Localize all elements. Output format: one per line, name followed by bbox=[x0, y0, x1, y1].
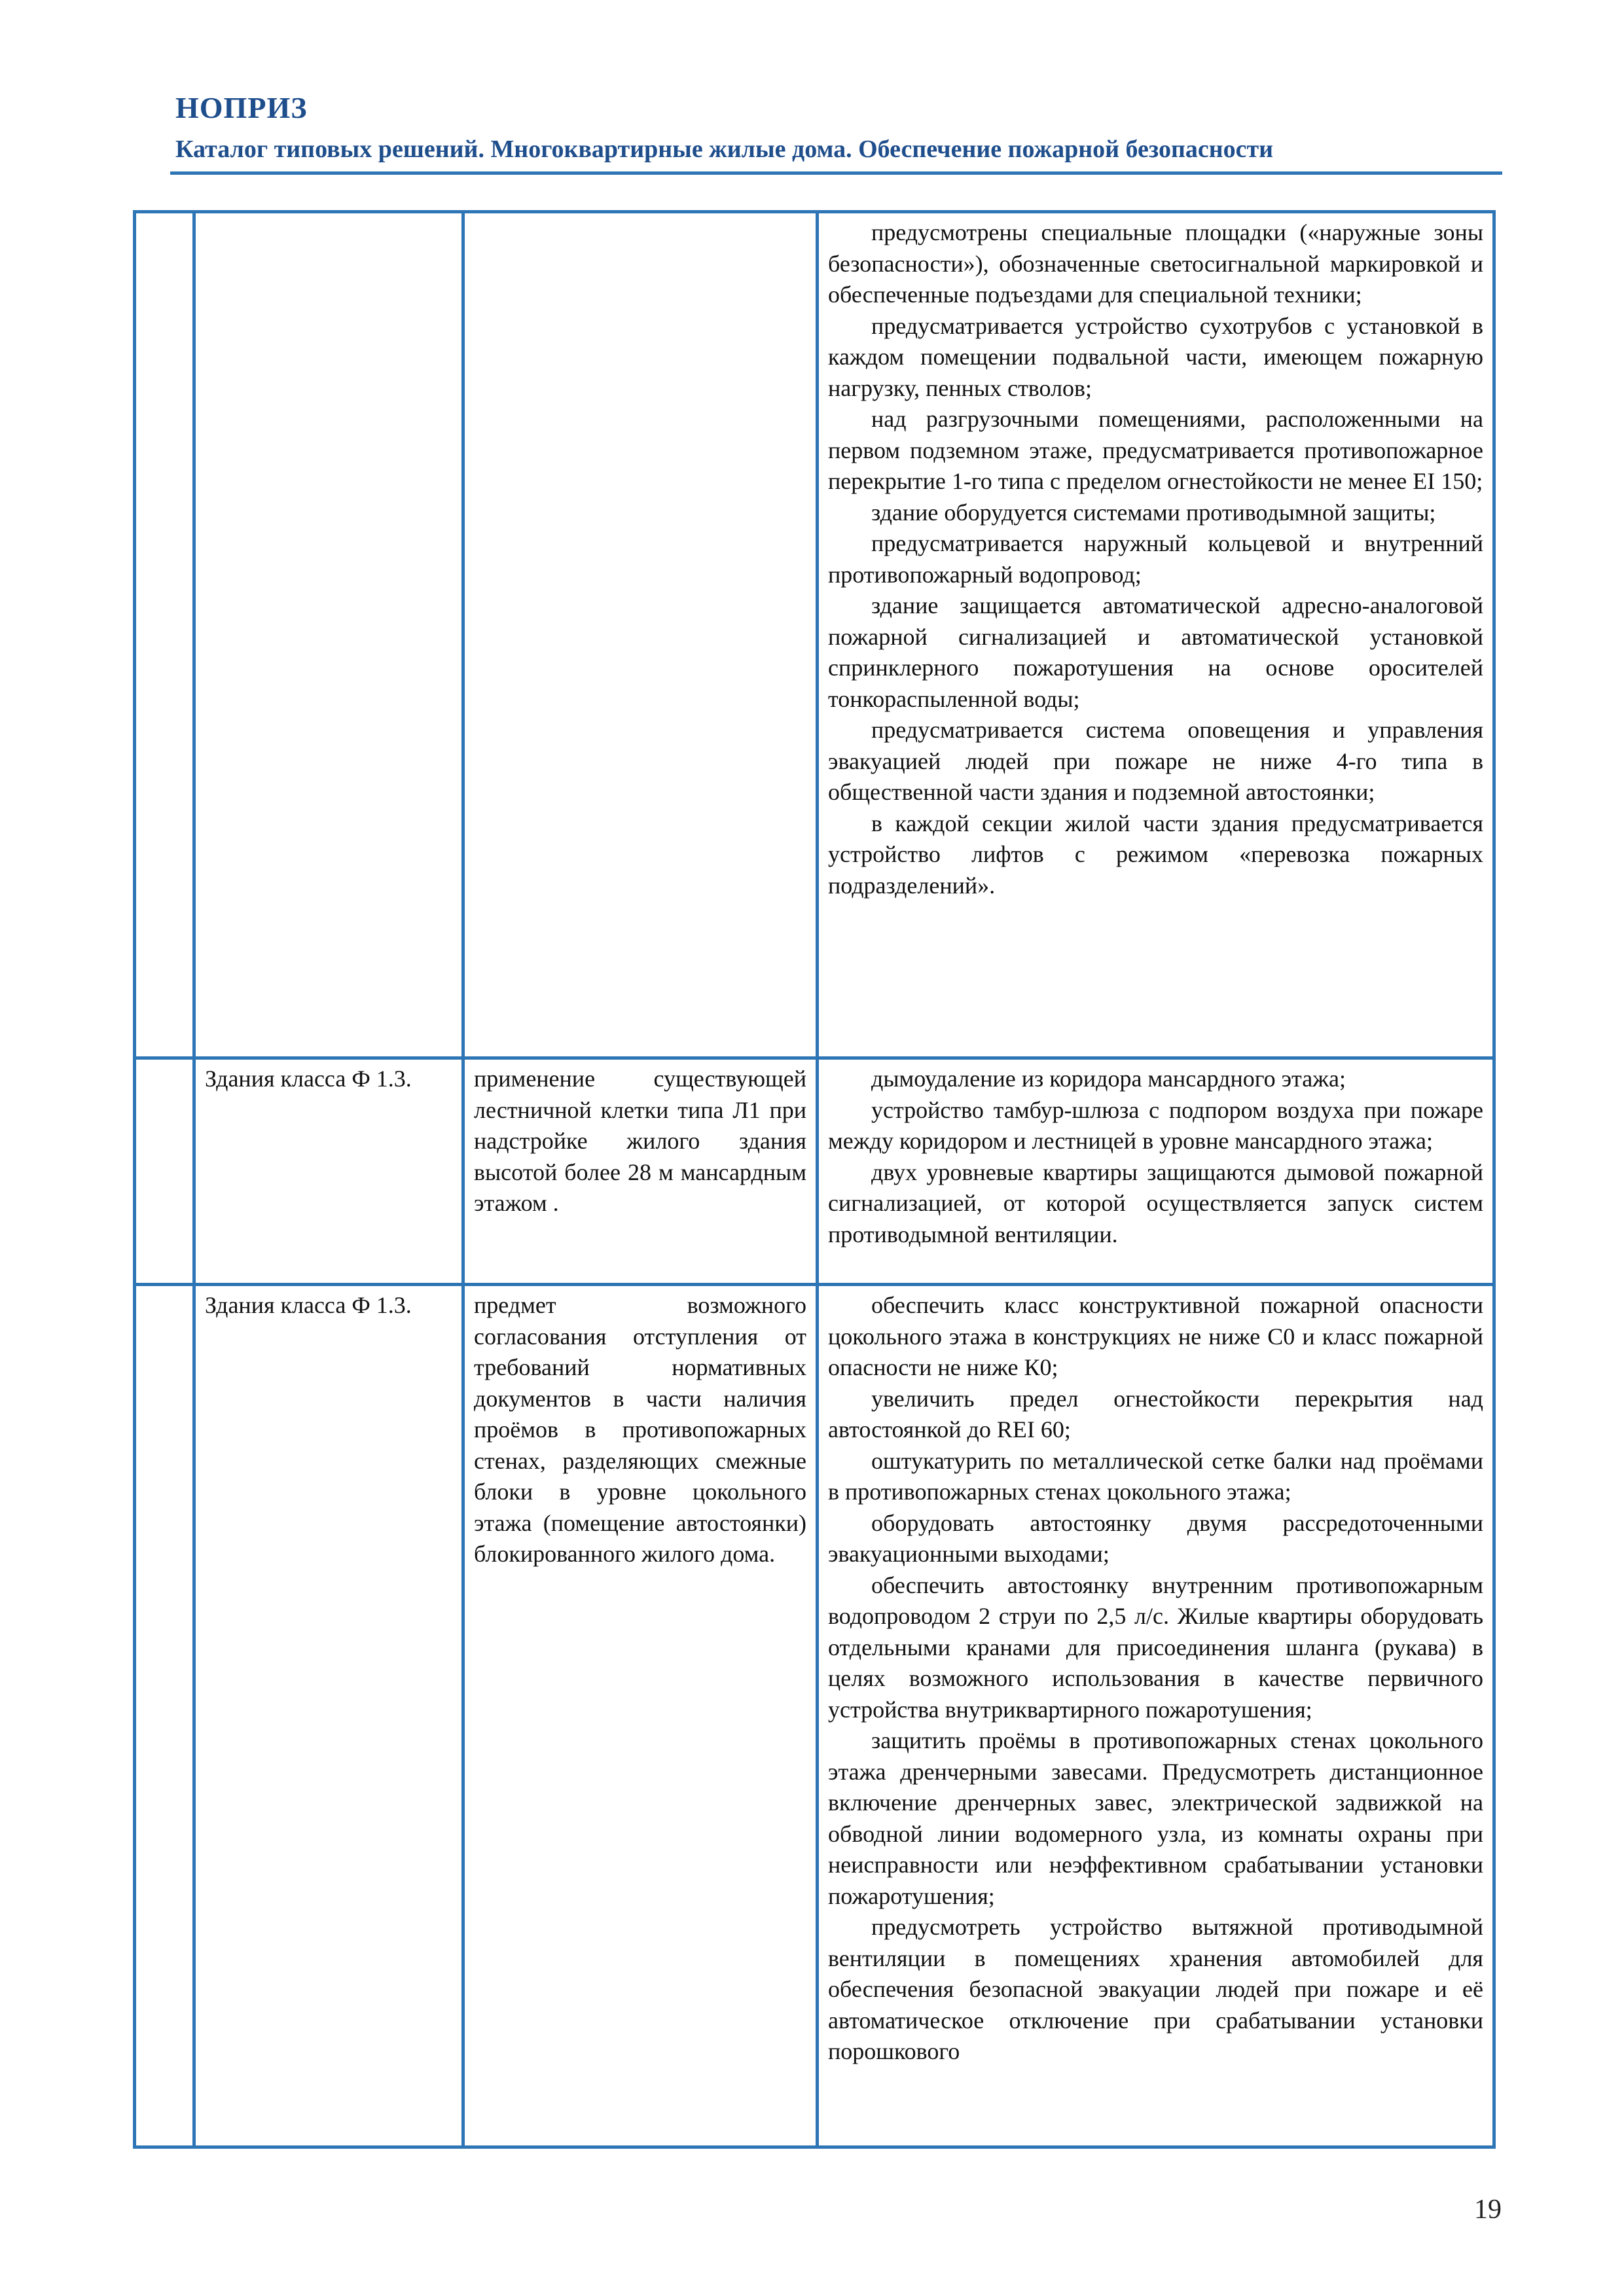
measures-table bbox=[133, 210, 1496, 2149]
table-row bbox=[135, 212, 1494, 1058]
header-subtitle: Каталог типовых решений. Многоквартирные жилые дома. Обеспечение пожарной безопасности bbox=[175, 135, 1274, 163]
measure-item: увеличить предел огнестойкости перекрытия над автостоянкой до REI 60; bbox=[828, 1385, 1483, 1443]
table-row bbox=[135, 1058, 1494, 1285]
deviation-text: предмет возможного согласования отступления от требований нормативных документов в части наличия проёмов в противопожарных стенах, разделяющих смежные блоки в уровне цокольного этажа (помещение автостоянки) блокированного жилого дома. bbox=[474, 1292, 806, 1567]
measures-cell bbox=[818, 212, 1494, 1058]
object-cell bbox=[194, 1058, 463, 1285]
measure-item: предусмотреть устройство вытяжной противодымной вентиляции в помещениях хранения автомобилей для обеспечения безопасной эвакуации людей при пожаре и её автоматическое отключение при срабатывании установки порошкового bbox=[828, 1914, 1483, 2064]
object-cell bbox=[194, 1285, 463, 2147]
deviation-cell bbox=[463, 1058, 818, 1285]
measure-item: здание защищается автоматической адресно-аналоговой пожарной сигнализацией и автоматической установкой спринклерного пожаротушения на основе оросителей тонкораспыленной воды; bbox=[828, 592, 1483, 712]
deviation-text: применение существующей лестничной клетки типа Л1 при надстройке жилого здания высотой более 28 м мансардным этажом . bbox=[474, 1066, 806, 1216]
measure-item: устройство тамбур-шлюза с подпором воздуха при пожаре между коридором и лестницей в уровне мансардного этажа; bbox=[828, 1096, 1483, 1154]
measure-item: предусматривается наружный кольцевой и внутренний противопожарный водопровод; bbox=[828, 530, 1483, 588]
measure-item: здание оборудуется системами противодымной защиты; bbox=[871, 499, 1436, 526]
measure-item: двух уровневые квартиры защищаются дымовой пожарной сигнализацией, от которой осуществляется запуск систем противодымной вентиляции. bbox=[828, 1158, 1483, 1247]
measures-cell bbox=[818, 1285, 1494, 2147]
measure-item: предусмотрены специальные площадки («наружные зоны безопасности»), обозначенные светосигнальной маркировкой и обеспеченные подъездами для специальной техники; bbox=[828, 219, 1483, 308]
measure-item: предусматривается устройство сухотрубов с установкой в каждом помещении подвальной части, имеющем пожарную нагрузку, пенных стволов; bbox=[828, 312, 1483, 401]
row-number-cell bbox=[135, 1058, 194, 1285]
measure-item: дымоудаление из коридора мансардного этажа; bbox=[871, 1066, 1346, 1092]
measure-item: обеспечить класс конструктивной пожарной опасности цокольного этажа в конструкциях не ниже С0 и класс пожарной опасности не ниже К0; bbox=[828, 1292, 1483, 1380]
row-number-cell bbox=[135, 1285, 194, 2147]
header-rule bbox=[170, 171, 1502, 175]
deviation-cell bbox=[463, 1285, 818, 2147]
object-cell bbox=[194, 212, 463, 1058]
object-text: Здания класса Ф 1.3. bbox=[205, 1292, 412, 1318]
measures-cell bbox=[818, 1058, 1494, 1285]
measure-item: обеспечить автостоянку внутренним противопожарным водопроводом 2 струи по 2,5 л/с. Жилые квартиры оборудовать отдельными кранами для присоединения шланга (рукава) в целях возможного использования в качестве первичного устройства внутриквартирного пожаротушения; bbox=[828, 1571, 1483, 1723]
header-title: НОПРИЗ bbox=[175, 91, 308, 124]
object-text: Здания класса Ф 1.3. bbox=[205, 1066, 412, 1092]
deviation-cell bbox=[463, 212, 818, 1058]
page-number: 19 bbox=[1474, 2195, 1502, 2225]
measure-item: защитить проёмы в противопожарных стенах цокольного этажа дренчерными завесами. Предусмотреть дистанционное включение дренчерных завес, электрической задвижкой на обводной линии водомерного узла, из комнаты охраны при неисправности или неэффективном срабатывании установки пожаротушения; bbox=[828, 1727, 1483, 1909]
measure-item: предусматривается система оповещения и управления эвакуацией людей при пожаре не ниже 4-го типа в общественной части здания и подземной автостоянки; bbox=[828, 717, 1483, 805]
measure-item: оштукатурить по металлической сетке балки над проёмами в противопожарных стенах цокольного этажа; bbox=[828, 1447, 1483, 1505]
measure-item: над разгрузочными помещениями, расположенными на первом подземном этаже, предусматривается противопожарное перекрытие 1-го типа с пределом огнестойкости не менее EI 150; bbox=[828, 406, 1483, 494]
measure-item: в каждой секции жилой части здания предусматривается устройство лифтов с режимом «перевозка пожарных подразделений». bbox=[828, 810, 1483, 899]
table-row bbox=[135, 1285, 1494, 2147]
row-number-cell bbox=[135, 212, 194, 1058]
measure-item: оборудовать автостоянку двумя рассредоточенными эвакуационными выходами; bbox=[828, 1509, 1483, 1567]
